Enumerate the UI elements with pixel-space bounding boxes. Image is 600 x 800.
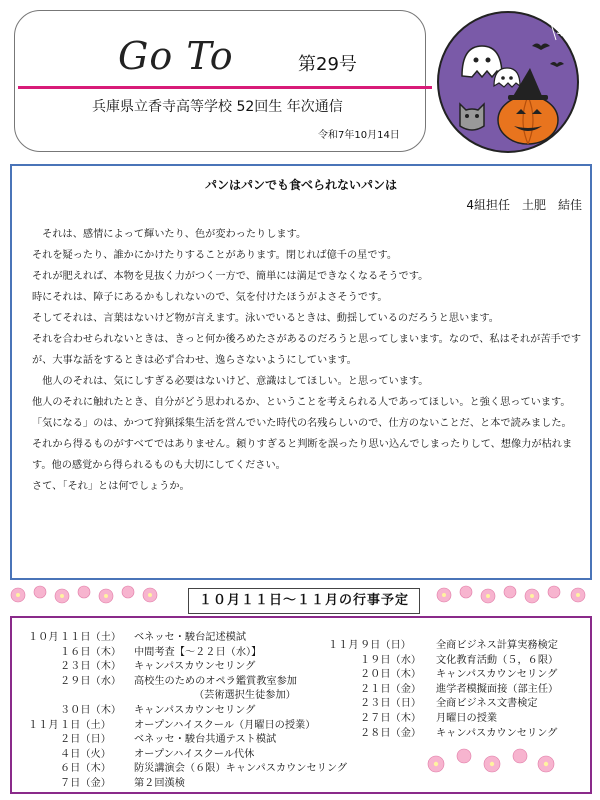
schedule-event: キャンパスカウンセリング [134,661,256,673]
flower-border-icon [430,580,594,610]
schedule-event: ベネッセ・駿台共通テスト模試 [134,734,277,746]
schedule-date: ２９日（水） [60,675,122,687]
article-paragraph: それを疑ったり、誰かにかけたりすることがあります。閉じれば億千の星です。 [32,250,398,261]
flower-decoration-icon [416,738,566,778]
schedule-event: 全商ビジネス文書検定 [436,698,538,710]
schedule-date: ２０日（木） [360,669,422,681]
schedule-event: キャンパスカウンセリング [436,727,558,739]
article-paragraph: 「気になる」のは、かつて狩猟採集生活を営んでいた時代の名残らしいので、仕方のないことだ、と本で読みました。 [32,418,572,429]
schedule-date: ２３日（木） [60,661,122,673]
schedule-event: 高校生のためのオペラ鑑賞教室参加 [134,675,297,687]
schedule-event: オープンハイスクール代休 [134,748,255,760]
schedule-date: ７日（金） [60,778,111,789]
halloween-illustration [432,6,582,156]
schedule-date: ２日（日） [60,734,111,746]
schedule-date: ２３日（日） [360,698,422,710]
article-paragraph: 他人のそれは、気にしすぎる必要はないけど、意識はしてほしい。と思っています。 [32,376,429,387]
schedule-date: １６日（木） [60,646,122,658]
schedule-event: キャンパスカウンセリング [134,705,256,716]
schedule-date: ４日（火） [60,748,111,760]
pumpkin-icon [498,96,558,144]
article-box [10,164,592,580]
issue-number: 第29号 [298,54,357,75]
schedule-event: 進学者模擬面接（部主任） [436,683,559,695]
article-paragraph: 他人のそれに触れたとき、自分がどう思われるか、ということを考えられる人であってほしい。と強く思っています。 [32,397,571,408]
schedule-event: 月曜日の授業 [436,713,498,724]
schedule-date: ２７日（木） [360,713,422,724]
schedule-month: １０月 [28,632,59,643]
schedule-event: キャンパスカウンセリング [436,669,558,681]
article-author: 4組担任 土肥 結佳 [466,198,582,212]
schedule-date: １９日（水） [360,654,422,666]
schedule-event: 文化教育活動（５，６限） [436,654,559,666]
schedule-title: １０月１１日～１１月の行事予定 [188,588,420,614]
schedule-date: ９日（日） [360,640,411,651]
article-paragraph: それを合わせられないときは、きっと何か後ろめたさがあるのだろうと思ってしまいます。なので、私はそれが苦手ですが、大事な話をするときは必ず合わせ、逸らさないようにしています。 [32,334,582,366]
article-paragraph: それから得るものがすべてではありません。頼りすぎると判断を誤ったり思い込んでしまったりして、想像力が枯れます。他の感覚から得られるものも大切にしてください。 [32,439,573,471]
schedule-month: １１月 [28,719,59,731]
schedule-date: ３０日（木） [60,705,122,716]
article-paragraph: そしてそれは、言葉はないけど物が言えます。泳いでいるときは、動揺しているのだろうと思います。 [32,313,499,324]
schedule-event: 第２回漢検 [134,778,185,789]
schedule-event: ベネッセ・駿台記述模試 [134,632,247,643]
flower-border-icon [6,580,166,610]
article-body [32,224,584,497]
schedule-date: ６日（木） [60,763,111,775]
schedule-date: １１日（土） [60,632,122,643]
schedule-event: 全商ビジネス計算実務検定 [436,640,558,651]
article-title: パンはパンでも食べられないパンは [204,178,397,192]
schedule-event: （芸術選択生徒参加） [194,690,296,702]
schedule-event: オープンハイスクール（月曜日の授業） [134,719,316,731]
school-name: 兵庫県立香寺高等学校 52回生 年次通信 [92,99,343,115]
schedule-event: 防災講演会（６限）キャンパスカウンセリング [134,763,348,775]
schedule-date: １日（土） [60,719,111,731]
article-paragraph: さて、「それ」とは何でしょうか。 [32,481,190,492]
schedule-event: 中間考査【～２２日（水）】 [134,646,262,658]
header-divider [18,86,432,89]
schedule-date: ２１日（金） [360,683,422,695]
schedule-date: ２８日（金） [360,727,422,739]
newsletter-title: Go To [118,34,234,78]
issue-date: 令和7年10月14日 [318,130,400,141]
article-paragraph: それが肥えれば、本物を見抜く力がつく一方で、簡単には満足できなくなるそうです。 [32,271,429,282]
schedule-month: １１月 [328,640,359,651]
article-paragraph: それは、感情によって輝いたり、色が変わったりします。 [32,229,307,240]
article-paragraph: 時にそれは、障子にあるかもしれないので、気を付けたほうがよさそうです。 [32,292,388,303]
